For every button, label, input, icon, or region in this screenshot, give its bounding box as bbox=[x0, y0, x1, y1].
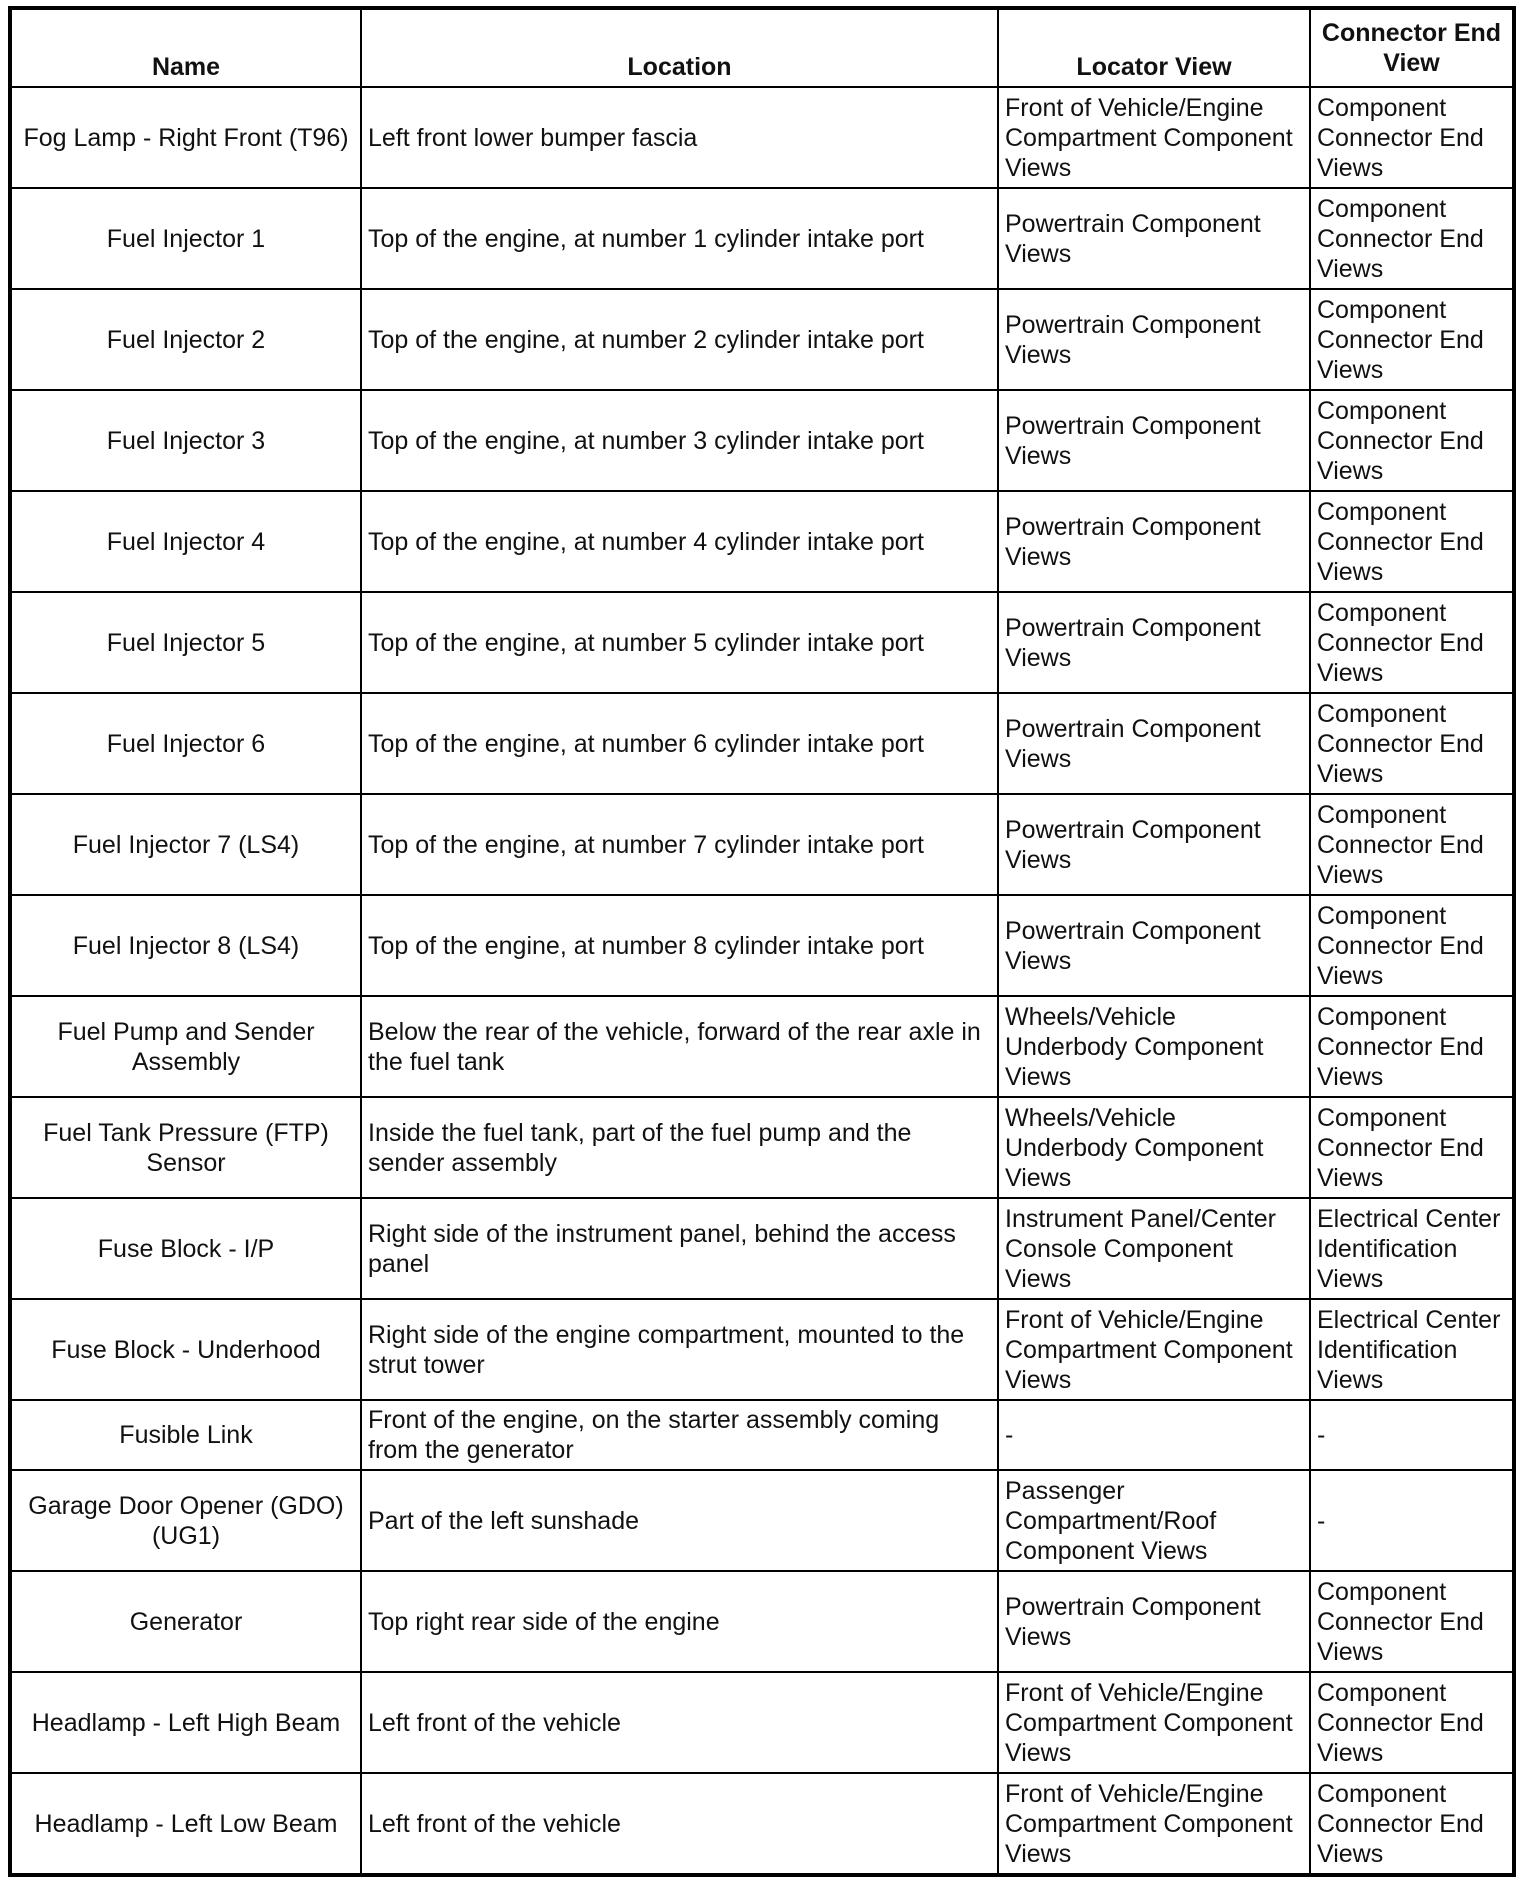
cell-name: Fuse Block - I/P bbox=[10, 1198, 361, 1299]
table-row bbox=[10, 794, 1514, 895]
cell-connector-end-view: Component Connector End Views bbox=[1310, 693, 1514, 794]
cell-name: Headlamp - Left Low Beam bbox=[10, 1773, 361, 1875]
cell-locator-view: Powertrain Component Views bbox=[998, 794, 1310, 895]
table-row bbox=[10, 289, 1514, 390]
cell-location: Below the rear of the vehicle, forward of the rear axle in the fuel tank bbox=[361, 996, 998, 1097]
cell-location: Front of the engine, on the starter assembly coming from the generator bbox=[361, 1400, 998, 1470]
cell-connector-end-view: Component Connector End Views bbox=[1310, 1571, 1514, 1672]
table-row bbox=[10, 1773, 1514, 1875]
cell-name: Fuse Block - Underhood bbox=[10, 1299, 361, 1400]
table-row bbox=[10, 1470, 1514, 1571]
cell-locator-view: Powertrain Component Views bbox=[998, 895, 1310, 996]
cell-location: Inside the fuel tank, part of the fuel pump and the sender assembly bbox=[361, 1097, 998, 1198]
cell-name: Fuel Injector 6 bbox=[10, 693, 361, 794]
cell-name: Headlamp - Left High Beam bbox=[10, 1672, 361, 1773]
cell-connector-end-view: Component Connector End Views bbox=[1310, 1097, 1514, 1198]
cell-name: Fuel Injector 1 bbox=[10, 188, 361, 289]
cell-connector-end-view: Component Connector End Views bbox=[1310, 895, 1514, 996]
cell-connector-end-view: - bbox=[1310, 1470, 1514, 1571]
cell-location: Left front of the vehicle bbox=[361, 1672, 998, 1773]
cell-connector-end-view: Electrical Center Identification Views bbox=[1310, 1299, 1514, 1400]
cell-locator-view: Powertrain Component Views bbox=[998, 289, 1310, 390]
table-row bbox=[10, 1299, 1514, 1400]
cell-locator-view: Powertrain Component Views bbox=[998, 1571, 1310, 1672]
cell-locator-view: Passenger Compartment/Roof Component Views bbox=[998, 1470, 1310, 1571]
cell-name: Generator bbox=[10, 1571, 361, 1672]
cell-connector-end-view: Component Connector End Views bbox=[1310, 996, 1514, 1097]
table-row bbox=[10, 87, 1514, 188]
cell-connector-end-view: Component Connector End Views bbox=[1310, 1672, 1514, 1773]
cell-location: Top of the engine, at number 2 cylinder intake port bbox=[361, 289, 998, 390]
cell-name: Garage Door Opener (GDO) (UG1) bbox=[10, 1470, 361, 1571]
cell-locator-view: - bbox=[998, 1400, 1310, 1470]
cell-connector-end-view: Component Connector End Views bbox=[1310, 592, 1514, 693]
cell-connector-end-view: - bbox=[1310, 1400, 1514, 1470]
cell-connector-end-view: Component Connector End Views bbox=[1310, 1773, 1514, 1875]
cell-connector-end-view: Component Connector End Views bbox=[1310, 390, 1514, 491]
component-locator-table-wrapper bbox=[8, 6, 1512, 1877]
component-locator-table bbox=[8, 6, 1516, 1877]
table-row bbox=[10, 895, 1514, 996]
table-row bbox=[10, 1571, 1514, 1672]
cell-connector-end-view: Component Connector End Views bbox=[1310, 289, 1514, 390]
cell-locator-view: Instrument Panel/Center Console Component Views bbox=[998, 1198, 1310, 1299]
table-row bbox=[10, 1672, 1514, 1773]
cell-location: Top of the engine, at number 1 cylinder intake port bbox=[361, 188, 998, 289]
cell-location: Top of the engine, at number 4 cylinder intake port bbox=[361, 491, 998, 592]
cell-location: Top of the engine, at number 7 cylinder intake port bbox=[361, 794, 998, 895]
cell-name: Fuel Pump and Sender Assembly bbox=[10, 996, 361, 1097]
cell-name: Fuel Injector 4 bbox=[10, 491, 361, 592]
cell-connector-end-view: Component Connector End Views bbox=[1310, 794, 1514, 895]
cell-location: Right side of the instrument panel, behind the access panel bbox=[361, 1198, 998, 1299]
cell-name: Fuel Injector 3 bbox=[10, 390, 361, 491]
header-name: Name bbox=[10, 8, 361, 87]
cell-location: Left front lower bumper fascia bbox=[361, 87, 998, 188]
cell-locator-view: Front of Vehicle/Engine Compartment Component Views bbox=[998, 1773, 1310, 1875]
cell-locator-view: Powertrain Component Views bbox=[998, 390, 1310, 491]
header-locator-view: Locator View bbox=[998, 8, 1310, 87]
cell-name: Fuel Injector 5 bbox=[10, 592, 361, 693]
table-row bbox=[10, 491, 1514, 592]
cell-location: Right side of the engine compartment, mounted to the strut tower bbox=[361, 1299, 998, 1400]
table-row bbox=[10, 996, 1514, 1097]
table-row bbox=[10, 1097, 1514, 1198]
cell-name: Fuel Tank Pressure (FTP) Sensor bbox=[10, 1097, 361, 1198]
cell-locator-view: Powertrain Component Views bbox=[998, 693, 1310, 794]
cell-location: Top right rear side of the engine bbox=[361, 1571, 998, 1672]
cell-locator-view: Wheels/Vehicle Underbody Component Views bbox=[998, 1097, 1310, 1198]
header-row bbox=[10, 8, 1514, 87]
cell-name: Fog Lamp - Right Front (T96) bbox=[10, 87, 361, 188]
cell-location: Top of the engine, at number 6 cylinder intake port bbox=[361, 693, 998, 794]
cell-locator-view: Wheels/Vehicle Underbody Component Views bbox=[998, 996, 1310, 1097]
table-row bbox=[10, 390, 1514, 491]
cell-connector-end-view: Component Connector End Views bbox=[1310, 87, 1514, 188]
table-row bbox=[10, 592, 1514, 693]
cell-name: Fuel Injector 7 (LS4) bbox=[10, 794, 361, 895]
table-row bbox=[10, 693, 1514, 794]
cell-locator-view: Front of Vehicle/Engine Compartment Component Views bbox=[998, 1299, 1310, 1400]
cell-locator-view: Front of Vehicle/Engine Compartment Component Views bbox=[998, 1672, 1310, 1773]
cell-location: Top of the engine, at number 8 cylinder intake port bbox=[361, 895, 998, 996]
cell-locator-view: Powertrain Component Views bbox=[998, 592, 1310, 693]
cell-location: Part of the left sunshade bbox=[361, 1470, 998, 1571]
header-connector-end-view: Connector End View bbox=[1310, 8, 1514, 87]
cell-name: Fuel Injector 2 bbox=[10, 289, 361, 390]
header-location: Location bbox=[361, 8, 998, 87]
cell-location: Top of the engine, at number 3 cylinder intake port bbox=[361, 390, 998, 491]
cell-connector-end-view: Electrical Center Identification Views bbox=[1310, 1198, 1514, 1299]
cell-name: Fusible Link bbox=[10, 1400, 361, 1470]
cell-location: Left front of the vehicle bbox=[361, 1773, 998, 1875]
cell-locator-view: Powertrain Component Views bbox=[998, 188, 1310, 289]
cell-connector-end-view: Component Connector End Views bbox=[1310, 188, 1514, 289]
cell-connector-end-view: Component Connector End Views bbox=[1310, 491, 1514, 592]
cell-name: Fuel Injector 8 (LS4) bbox=[10, 895, 361, 996]
table-row bbox=[10, 188, 1514, 289]
cell-location: Top of the engine, at number 5 cylinder intake port bbox=[361, 592, 998, 693]
table-row bbox=[10, 1198, 1514, 1299]
cell-locator-view: Powertrain Component Views bbox=[998, 491, 1310, 592]
cell-locator-view: Front of Vehicle/Engine Compartment Component Views bbox=[998, 87, 1310, 188]
table-row bbox=[10, 1400, 1514, 1470]
